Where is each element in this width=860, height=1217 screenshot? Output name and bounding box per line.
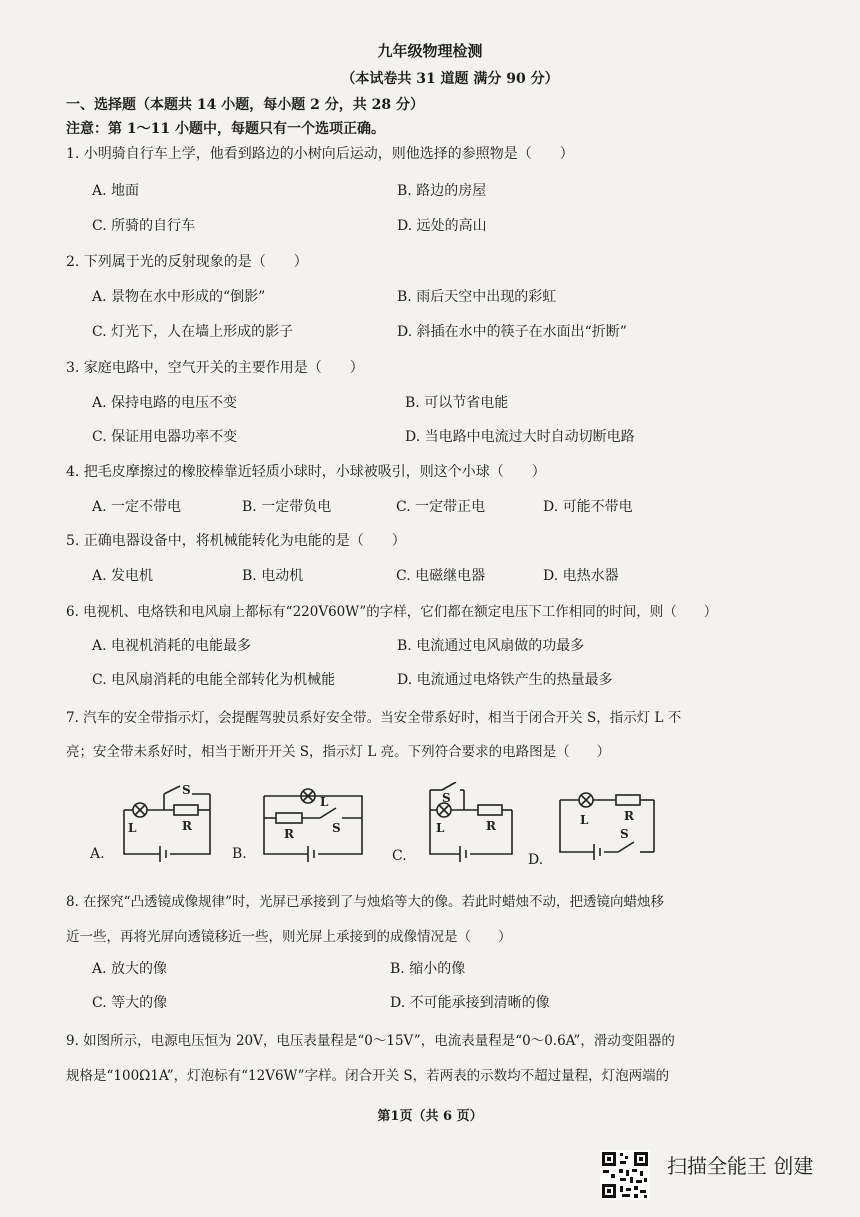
question-4-stem: 4. 把毛皮摩擦过的橡胶棒靠近轻质小球时，小球被吸引，则这个小球（ ）	[66, 464, 546, 480]
question-6-option-d: D. 电流通过电烙铁产生的热量最多	[397, 672, 613, 688]
question-2-option-a: A. 景物在水中形成的“倒影”	[92, 289, 266, 305]
circuit-a-resistor-label: R	[182, 819, 192, 833]
question-6-stem: 6. 电视机、电烙铁和电风扇上都标有“220V60W”的字样，它们都在额定电压下工作相同的时间，则（ ）	[66, 604, 718, 620]
section-heading: 一、选择题（本题共 14 小题，每小题 2 分，共 28 分）	[66, 97, 424, 113]
question-1-option-b: B. 路边的房屋	[397, 183, 487, 199]
question-9-stem: 9. 如图所示，电源电压恒为 20V，电压表量程是“0～15V”，电流表量程是“0～0.6A”，滑动变阻器的	[66, 1033, 675, 1049]
question-1-option-d: D. 远处的高山	[397, 218, 487, 234]
circuit-a-switch-label: S	[182, 783, 191, 797]
page-subtitle: （本试卷共 31 道题 满分 90 分）	[341, 71, 559, 87]
circuit-c-switch-label: S	[442, 791, 451, 805]
circuit-a-lamp-label: L	[128, 821, 137, 835]
scanner-brand-text: 扫描全能王 创建	[667, 1154, 814, 1178]
circuit-diagram-b	[260, 782, 370, 862]
question-8-option-a: A. 放大的像	[92, 961, 168, 977]
section-note: 注意：第 1～11 小题中，每题只有一个选项正确。	[66, 121, 385, 137]
circuit-diagram-a	[112, 782, 222, 862]
question-4-option-b: B. 一定带负电	[242, 499, 332, 515]
question-8-option-b: B. 缩小的像	[390, 961, 466, 977]
page-number: 第1页（共 6 页）	[377, 1109, 483, 1124]
question-7-stem: 7. 汽车的安全带指示灯，会提醒驾驶员系好安全带。当安全带系好时，相当于闭合开关 S，指示灯 L 不	[66, 710, 682, 726]
question-5-option-a: A. 发电机	[92, 568, 154, 584]
question-9-stem-line2: 规格是“100Ω1A”，灯泡标有“12V6W”字样。闭合开关 S，若两表的示数均不超过量程，灯泡两端的	[66, 1068, 670, 1084]
circuit-d-label: D.	[528, 852, 544, 868]
question-5-option-b: B. 电动机	[242, 568, 304, 584]
question-7-stem-line2: 亮；安全带未系好时，相当于断开开关 S，指示灯 L 亮。下列符合要求的电路图是（ ）	[66, 744, 611, 760]
question-2-stem: 2. 下列属于光的反射现象的是（ ）	[66, 254, 308, 270]
question-3-option-b: B. 可以节省电能	[405, 395, 509, 411]
question-8-stem: 8. 在探究“凸透镜成像规律”时，光屏已承接到了与烛焰等大的像。若此时蜡烛不动，把透镜向蜡烛移	[66, 894, 664, 910]
circuit-c-resistor-label: R	[486, 819, 496, 833]
circuit-d-resistor-label: R	[624, 809, 634, 823]
question-8-option-d: D. 不可能承接到清晰的像	[390, 995, 550, 1011]
circuit-b-resistor-label: R	[284, 827, 294, 841]
question-4-option-d: D. 可能不带电	[543, 499, 633, 515]
question-3-option-a: A. 保持电路的电压不变	[92, 395, 238, 411]
question-8-option-c: C. 等大的像	[92, 995, 168, 1011]
question-2-option-d: D. 斜插在水中的筷子在水面出“折断”	[397, 324, 627, 340]
question-3-option-c: C. 保证用电器功率不变	[92, 429, 238, 445]
question-5-option-c: C. 电磁继电器	[396, 568, 486, 584]
circuit-b-lamp-label: L	[320, 795, 329, 809]
question-8-stem-line2: 近一些，再将光屏向透镜移近一些，则光屏上承接到的成像情况是（ ）	[66, 929, 512, 945]
question-6-option-a: A. 电视机消耗的电能最多	[92, 638, 252, 654]
question-3-option-d: D. 当电路中电流过大时自动切断电路	[405, 429, 635, 445]
page-title: 九年级物理检测	[377, 42, 483, 60]
question-6-option-b: B. 电流通过电风扇做的功最多	[397, 638, 585, 654]
circuit-c-label: C.	[392, 848, 407, 864]
question-6-option-c: C. 电风扇消耗的电能全部转化为机械能	[92, 672, 336, 688]
circuit-b-switch-label: S	[332, 821, 341, 835]
question-2-option-c: C. 灯光下，人在墙上形成的影子	[92, 324, 294, 340]
circuit-a-label: A.	[90, 846, 105, 862]
question-5-option-d: D. 电热水器	[543, 568, 619, 584]
question-3-stem: 3. 家庭电路中，空气开关的主要作用是（ ）	[66, 360, 364, 376]
circuit-d-switch-label: S	[620, 827, 629, 841]
circuit-d-lamp-label: L	[580, 813, 589, 827]
question-4-option-a: A. 一定不带电	[92, 499, 182, 515]
qr-code-icon	[600, 1150, 650, 1200]
question-1-option-c: C. 所骑的自行车	[92, 218, 196, 234]
question-4-option-c: C. 一定带正电	[396, 499, 486, 515]
circuit-b-label: B.	[232, 846, 247, 862]
question-2-option-b: B. 雨后天空中出现的彩虹	[397, 289, 557, 305]
circuit-diagram-c	[412, 782, 522, 862]
question-1-stem: 1. 小明骑自行车上学，他看到路边的小树向后运动，则他选择的参照物是（ ）	[66, 146, 574, 162]
circuit-diagram-d	[556, 786, 666, 866]
circuit-c-lamp-label: L	[436, 821, 445, 835]
question-5-stem: 5. 正确电器设备中，将机械能转化为电能的是（ ）	[66, 533, 406, 549]
question-1-option-a: A. 地面	[92, 183, 140, 199]
